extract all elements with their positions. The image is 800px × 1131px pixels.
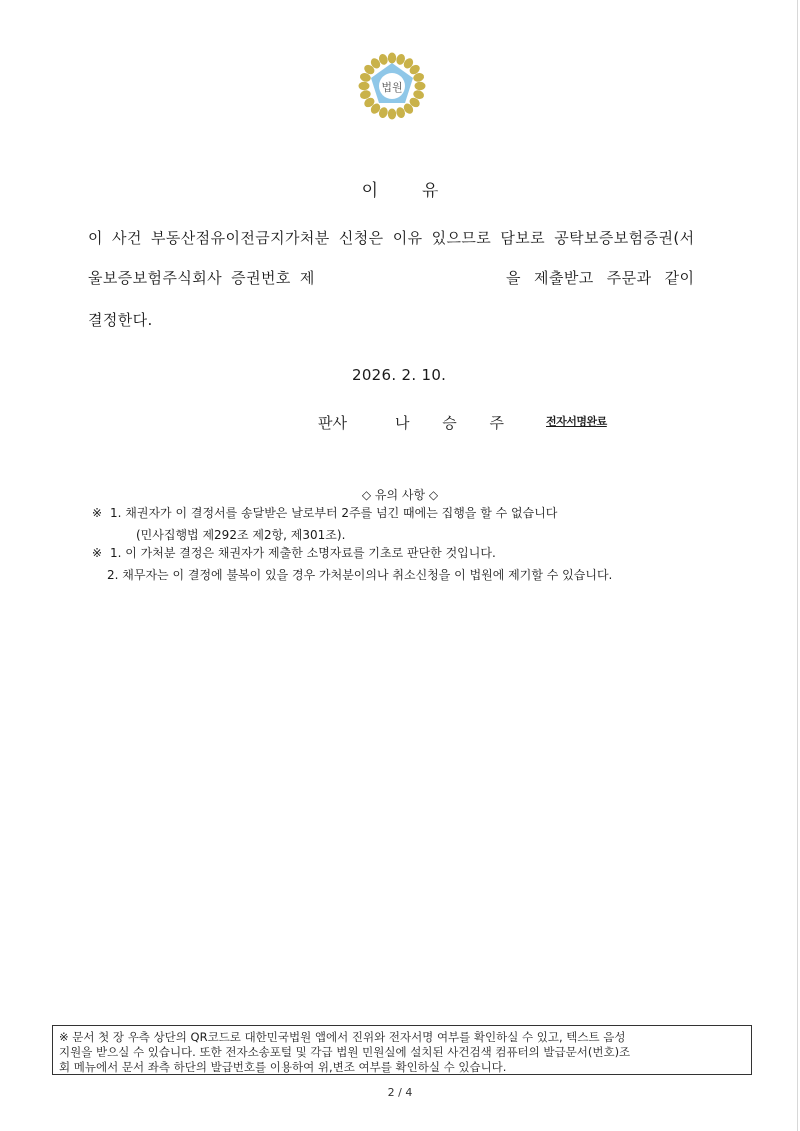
- reason-line-3: 결정한다.: [88, 311, 153, 329]
- footer-line-1: ※ 문서 첫 장 우측 상단의 QR코드로 대한민국법원 앱에서 진위와 전자서명 여부를 확인하실 수 있고, 텍스트 음성: [59, 1030, 626, 1044]
- judge-title: 판사: [318, 414, 347, 432]
- notice-mark: ※: [92, 546, 103, 560]
- seal-petal: [415, 82, 426, 90]
- reason-line-2-left: 울보증보험주식회사 증권번호 제: [88, 269, 315, 287]
- judge-name: 나 승 주: [394, 414, 518, 432]
- seal-petal: [388, 109, 396, 120]
- decision-date: 2026. 2. 10.: [352, 366, 447, 384]
- verification-notice-box: [52, 1025, 752, 1075]
- page-number: 2 / 4: [387, 1086, 413, 1099]
- footer-line-3: 회 메뉴에서 문서 좌측 하단의 발급번호를 이용하여 위,변조 여부를 확인하실 수 있습니다.: [59, 1060, 507, 1074]
- title-char-2: 유: [422, 181, 439, 201]
- seal-label: 법원: [381, 81, 403, 94]
- section-title: [0, 176, 800, 201]
- seal-petal: [388, 53, 396, 64]
- notice-item-2-sub: 2. 채무자는 이 결정에 불복이 있을 경우 가처분이의나 취소신청을 이 법원에 제기할 수 있습니다.: [107, 568, 613, 582]
- notice-title: ◇ 유의 사항 ◇: [361, 488, 439, 502]
- footer-line-2: 지원을 받으실 수 있습니다. 또한 전자소송포털 및 각급 법원 민원실에 설치된 사건검색 컴퓨터의 발급문서(번호)조: [59, 1045, 631, 1059]
- notice-item-1-sub: (민사집행법 제292조 제2항, 제301조).: [136, 528, 346, 542]
- notice-item-2-text: 1. 이 가처분 결정은 채권자가 제출한 소명자료를 기초로 판단한 것입니다.: [110, 546, 496, 560]
- title-char-1: 이: [361, 181, 378, 201]
- notice-item-2: [92, 545, 496, 561]
- court-seal-icon: [356, 50, 428, 122]
- notice-item-1-text: 1. 채권자가 이 결정서를 송달받은 날로부터 2주를 넘긴 때에는 집행을 할 수 없습니다: [110, 506, 558, 520]
- judge-signature: [318, 412, 518, 433]
- reason-line-1: 이 사건 부동산점유이전금지가처분 신청은 이유 있으므로 담보로 공탁보증보험증권(서: [88, 229, 695, 247]
- seal-petal: [359, 82, 370, 90]
- notice-item-1: [92, 505, 557, 521]
- page-edge: [797, 0, 798, 1131]
- notice-mark: ※: [92, 506, 103, 520]
- esign-stamp: 전자서명완료: [546, 415, 607, 428]
- reason-line-2-right: 을 제출받고 주문과 같이: [506, 269, 695, 287]
